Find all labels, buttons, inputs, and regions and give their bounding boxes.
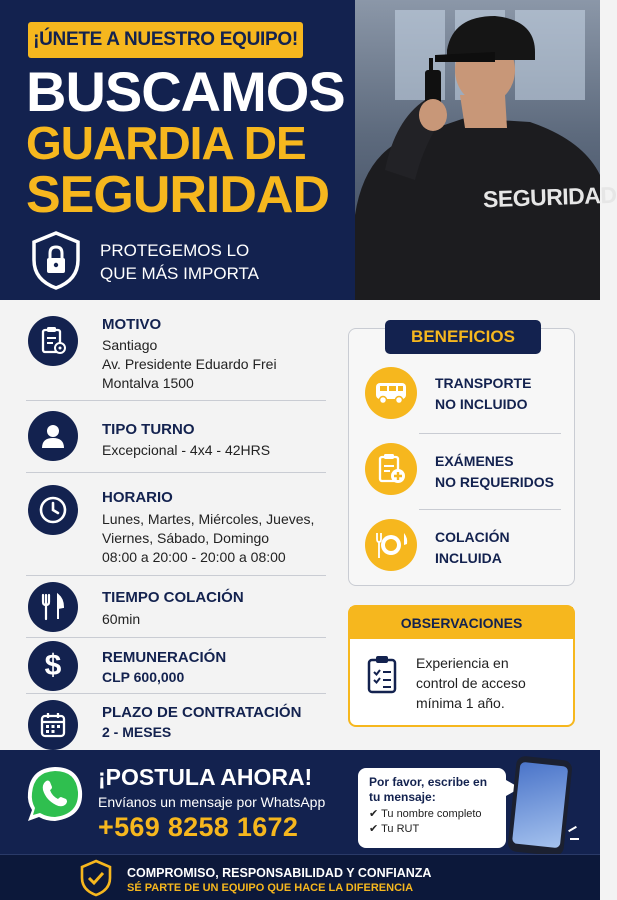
tipo-turno-value: Excepcional - 4x4 - 42HRS	[102, 442, 271, 458]
benefit-colacion	[363, 517, 561, 573]
sparkle	[570, 838, 579, 840]
dollar-icon: $	[28, 641, 78, 691]
remuneracion-label: REMUNERACIÓN	[102, 649, 227, 666]
guard-photo	[355, 0, 617, 300]
motivo-line-2: Av. Presidente Eduardo Frei	[102, 356, 277, 372]
tipo-turno-label: TIPO TURNO	[102, 421, 195, 438]
phone-number[interactable]: +569 8258 1672	[98, 812, 299, 842]
observations-text	[416, 653, 566, 713]
benefit-divider	[419, 433, 561, 434]
motivo-value	[102, 336, 332, 393]
plazo-value: 2 - MESES	[102, 724, 172, 740]
bubble-item-1-text: Tu nombre completo	[381, 808, 482, 820]
title-line-2: GUARDIA DE	[26, 117, 306, 169]
footer-line-1: COMPROMISO, RESPONSABILIDAD Y CONFIANZA	[127, 866, 432, 880]
benefit-divider	[419, 509, 561, 510]
benefit-colacion-line-2: INCLUIDA	[435, 550, 502, 566]
horario-line-2: Viernes, Sábado, Domingo	[102, 530, 270, 546]
observations-title: OBSERVACIONES	[350, 607, 573, 639]
benefit-colacion-line-1: COLACIÓN	[435, 529, 510, 545]
tiempo-colacion-label: TIEMPO COLACIÓN	[102, 589, 244, 606]
observations-line-2: control de acceso	[416, 675, 526, 691]
jacket-text: SEGURIDAD	[482, 181, 617, 213]
plazo-label: PLAZO DE CONTRATACIÓN	[102, 704, 302, 721]
benefit-colacion-text	[435, 527, 565, 569]
checklist-icon	[366, 655, 400, 695]
title-line-1: BUSCAMOS	[26, 60, 345, 123]
benefit-transporte	[363, 367, 561, 423]
slogan-line-2: QUE MÁS IMPORTA	[100, 264, 260, 283]
bubble-heading-1: Por favor, escribe en	[369, 775, 488, 789]
benefit-examenes-line-2: NO REQUERIDOS	[435, 474, 555, 490]
observations-line-3: mínima 1 año.	[416, 695, 505, 711]
benefits-title: BENEFICIOS	[385, 320, 541, 354]
benefit-examenes-text	[435, 451, 565, 493]
horario-line-3: 08:00 a 20:00 - 20:00 a 08:00	[102, 549, 286, 565]
footer	[0, 854, 600, 900]
join-team-tag: ¡ÚNETE A NUESTRO EQUIPO!	[28, 22, 303, 58]
benefit-transporte-line-2: NO INCLUIDO	[435, 396, 528, 412]
horario-label: HORARIO	[102, 489, 173, 506]
sparkle	[568, 826, 577, 832]
bubble-item-1	[369, 807, 495, 822]
motivo-label: MOTIVO	[102, 316, 162, 333]
observations-box	[348, 605, 575, 727]
fork-knife-icon	[28, 582, 78, 632]
bubble-heading-2: tu mensaje:	[369, 790, 436, 804]
whatsapp-icon[interactable]	[24, 763, 86, 825]
detail-remuneracion	[26, 638, 326, 694]
medical-clipboard-icon	[365, 443, 417, 495]
cta-headline: ¡POSTULA AHORA!	[98, 764, 313, 790]
observations-line-1: Experiencia en	[416, 655, 509, 671]
message-bubble	[358, 768, 506, 848]
bubble-item-2-text: Tu RUT	[381, 823, 420, 835]
header-banner	[0, 0, 617, 300]
title-line-3: SEGURIDAD	[26, 166, 330, 224]
shield-check-icon	[80, 859, 112, 897]
horario-value	[102, 510, 332, 567]
benefit-examenes	[363, 441, 561, 497]
slogan-line-1: PROTEGEMOS LO	[100, 241, 250, 260]
check-icon: ✔	[369, 823, 382, 835]
detail-motivo	[26, 308, 326, 401]
clipboard-location-icon	[28, 316, 78, 366]
motivo-line-3: Montalva 1500	[102, 375, 194, 391]
calendar-icon	[28, 700, 78, 750]
cta-subtitle: Envíanos un mensaje por WhatsApp	[98, 794, 326, 810]
footer-line-2: SÉ PARTE DE UN EQUIPO QUE HACE LA DIFERENCIA	[127, 882, 414, 894]
detail-horario	[26, 473, 326, 576]
apply-section	[0, 750, 600, 854]
detail-tipo-turno	[26, 401, 326, 473]
remuneracion-value: CLP 600,000	[102, 669, 185, 685]
bubble-item-2	[369, 822, 495, 837]
benefits-box	[348, 328, 575, 586]
plate-cutlery-icon	[365, 519, 417, 571]
slogan	[100, 239, 340, 285]
smartphone-image	[507, 755, 573, 856]
benefit-examenes-line-1: EXÁMENES	[435, 453, 514, 469]
bus-icon	[365, 367, 417, 419]
clock-icon	[28, 485, 78, 535]
shield-lock-icon	[30, 230, 82, 290]
check-icon: ✔	[369, 808, 382, 820]
horario-line-1: Lunes, Martes, Miércoles, Jueves,	[102, 511, 315, 527]
benefit-transporte-text	[435, 373, 565, 415]
tiempo-colacion-value: 60min	[102, 611, 141, 627]
detail-plazo-contratacion	[26, 694, 326, 746]
motivo-line-1: Santiago	[102, 337, 158, 353]
person-icon	[28, 411, 78, 461]
benefit-transporte-line-1: TRANSPORTE	[435, 375, 532, 391]
detail-tiempo-colacion	[26, 576, 326, 638]
